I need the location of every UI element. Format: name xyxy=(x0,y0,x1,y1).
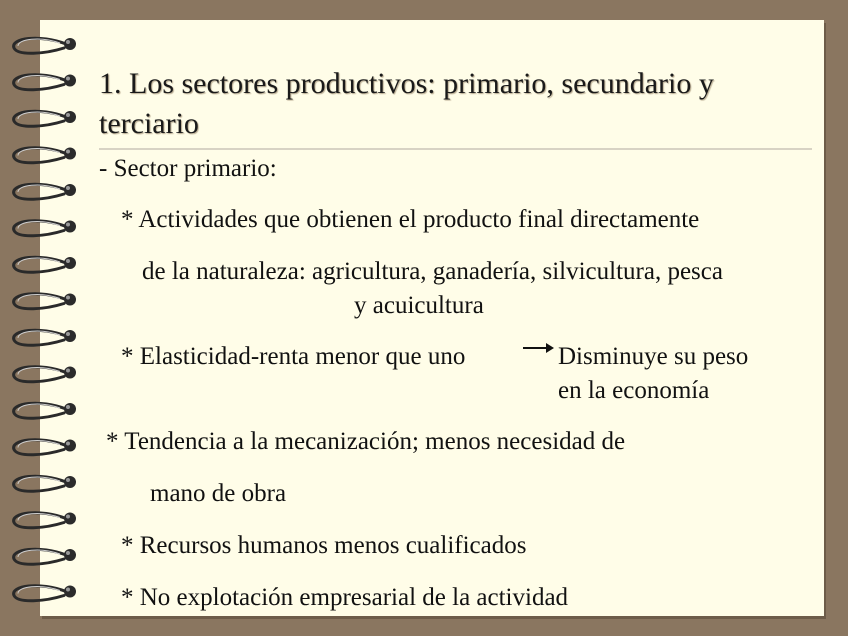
spiral-ring xyxy=(14,330,76,345)
bullet-recursos: * Recursos humanos menos cualificados xyxy=(121,532,527,559)
bullet-explotacion: * No explotación empresarial de la actividad xyxy=(121,584,569,611)
spiral-ring xyxy=(14,75,76,90)
bullet-sector-primario: - Sector primario: xyxy=(99,155,277,182)
bullet-actividades-cont2: y acuicultura xyxy=(354,292,484,319)
spiral-ring xyxy=(14,38,76,53)
title-divider xyxy=(99,148,812,150)
bullet-actividades: * Actividades que obtienen el producto final directamente xyxy=(121,206,700,233)
slide-title: 1. Los sectores productivos: primario, secundario y terciario xyxy=(99,67,714,140)
bullet-mecanizacion: * Tendencia a la mecanización; menos necesidad de xyxy=(106,428,626,455)
spiral-ring xyxy=(14,440,76,455)
spiral-ring xyxy=(14,476,76,491)
spiral-ring xyxy=(14,257,76,272)
bullet-disminuye: Disminuye su peso xyxy=(558,343,749,370)
bullet-disminuye-cont: en la economía xyxy=(558,377,710,404)
arrow-right-icon xyxy=(522,341,554,355)
spiral-ring xyxy=(14,184,76,199)
spiral-ring xyxy=(14,549,76,564)
bullet-elasticidad: * Elasticidad-renta menor que uno xyxy=(121,343,466,370)
spiral-ring xyxy=(14,586,76,601)
spiral-ring xyxy=(14,513,76,528)
spiral-ring xyxy=(14,367,76,382)
bullet-mecanizacion-cont: mano de obra xyxy=(150,480,287,507)
spiral-ring xyxy=(14,221,76,236)
spiral-ring xyxy=(14,148,76,163)
spiral-ring xyxy=(14,403,76,418)
spiral-binding xyxy=(0,0,90,636)
bullet-actividades-cont: de la naturaleza: agricultura, ganadería, silvicultura, pesca xyxy=(142,258,723,285)
spiral-ring xyxy=(14,294,76,309)
spiral-ring xyxy=(14,111,76,126)
